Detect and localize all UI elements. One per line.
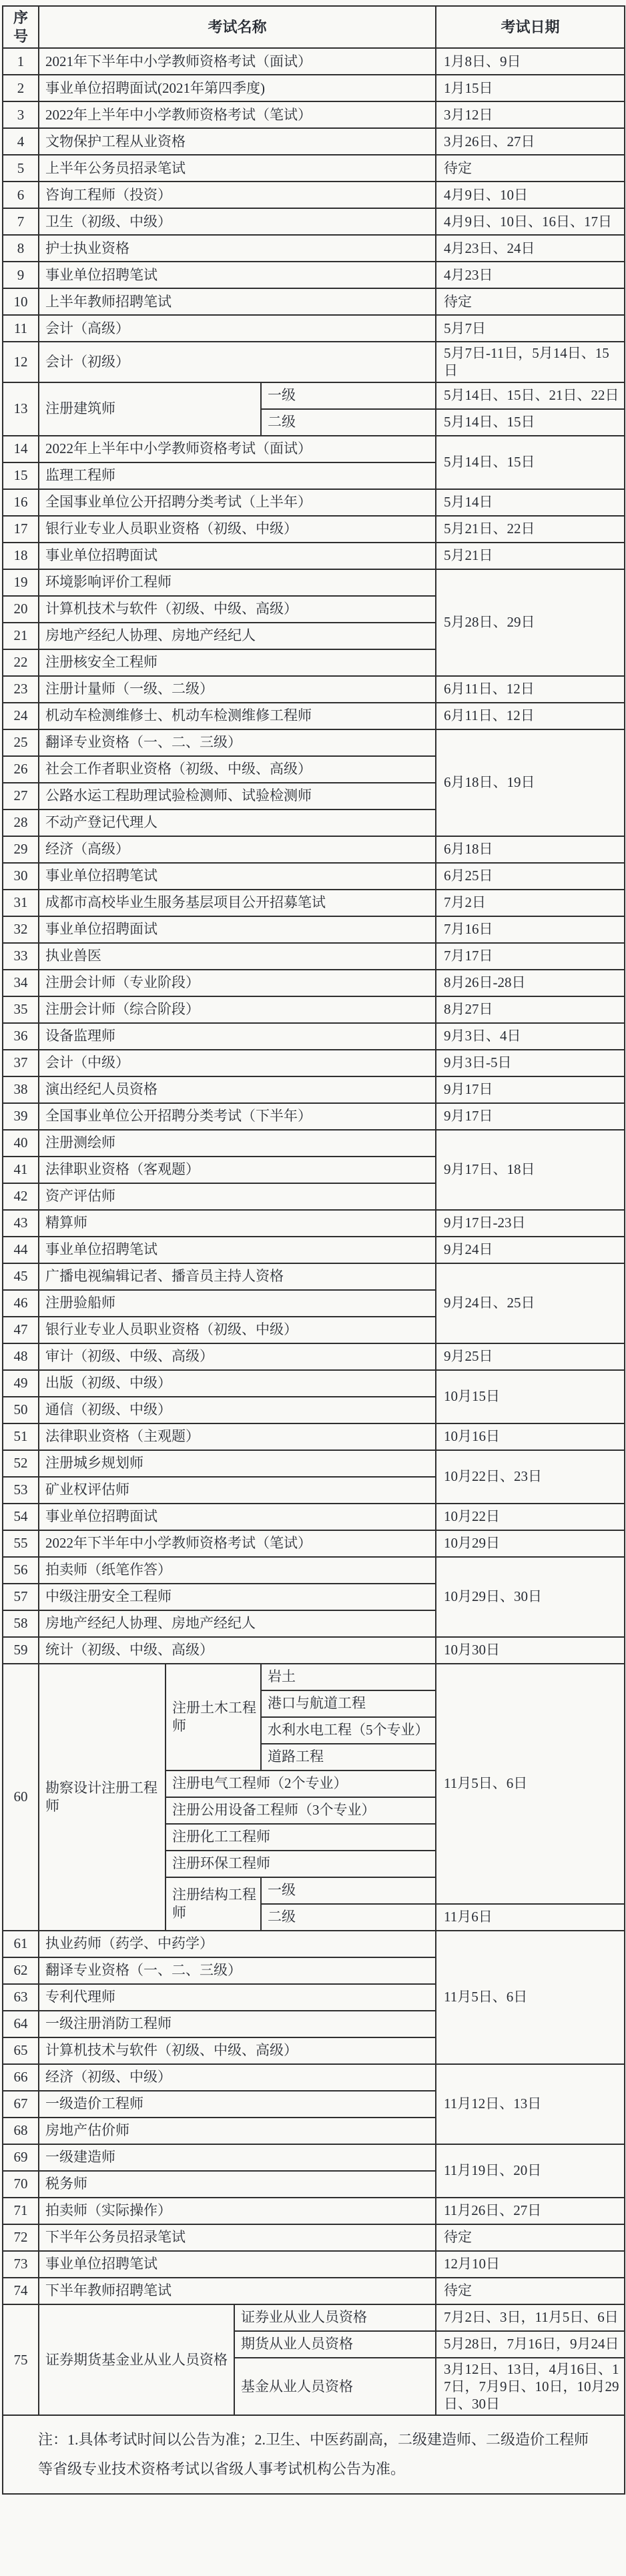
exam-date: 10月29日 [436, 1530, 625, 1557]
exam-name: 事业单位招聘面试(2021年第四季度) [39, 75, 436, 101]
exam-name: 房地产经纪人协理、房地产经纪人 [39, 623, 436, 649]
exam-date: 7月2日 [436, 890, 625, 916]
table-row [3, 1664, 625, 1690]
exam-name: 税务师 [39, 2171, 436, 2198]
exam-date: 3月12日 [436, 101, 625, 128]
table-row [3, 1343, 625, 1370]
row-number: 48 [3, 1343, 39, 1370]
row-number: 2 [3, 75, 39, 101]
header-row [3, 6, 625, 48]
exam-date: 待定 [436, 288, 625, 315]
row-number: 65 [3, 2037, 39, 2064]
row-number: 52 [3, 1450, 39, 1477]
exam-date: 11月19日、20日 [436, 2144, 625, 2198]
exam-date: 4月23日、24日 [436, 235, 625, 262]
exam-sub-name: 注册环保工程师 [166, 1851, 436, 1877]
exam-name: 2021年下半年中小学教师资格考试（面试） [39, 48, 436, 75]
exam-date: 5月21日 [436, 543, 625, 569]
exam-name: 计算机技术与软件（初级、中级、高级） [39, 2037, 436, 2064]
exam-name: 事业单位招聘笔试 [39, 1237, 436, 1263]
row-number: 57 [3, 1584, 39, 1610]
exam-sub-name: 港口与航道工程 [261, 1690, 436, 1717]
exam-date: 9月17日 [436, 1103, 625, 1130]
exam-name: 事业单位招聘笔试 [39, 863, 436, 890]
exam-name: 一级建造师 [39, 2144, 436, 2171]
column-header-index: 序号 [3, 6, 39, 48]
row-number: 31 [3, 890, 39, 916]
table-row [3, 863, 625, 890]
row-number: 69 [3, 2144, 39, 2171]
exam-name: 中级注册安全工程师 [39, 1584, 436, 1610]
exam-name: 翻译专业资格（一、二、三级） [39, 1957, 436, 1984]
row-number: 27 [3, 783, 39, 810]
table-row [3, 1130, 625, 1157]
row-number: 36 [3, 1023, 39, 1050]
row-number: 17 [3, 516, 39, 543]
table-row [3, 916, 625, 943]
exam-name: 注册验船师 [39, 1290, 436, 1317]
table-row [3, 1237, 625, 1263]
exam-sub-name: 期货从业人员资格 [234, 2331, 436, 2358]
exam-name: 注册计量师（一级、二级） [39, 676, 436, 703]
table-row [3, 2144, 625, 2171]
exam-name: 环境影响评价工程师 [39, 569, 436, 596]
row-number: 51 [3, 1423, 39, 1450]
exam-date: 10月22日 [436, 1504, 625, 1530]
row-number: 41 [3, 1157, 39, 1183]
exam-name: 经济（高级） [39, 836, 436, 863]
exam-sub-name: 注册结构工程师 [166, 1877, 261, 1931]
row-number: 58 [3, 1610, 39, 1637]
table-row [3, 996, 625, 1023]
row-number: 9 [3, 262, 39, 288]
exam-date: 6月11日、12日 [436, 676, 625, 703]
exam-date: 7月16日 [436, 916, 625, 943]
row-number: 63 [3, 1984, 39, 2011]
exam-sub-name: 岩土 [261, 1664, 436, 1690]
exam-date: 5月28日，7月16日，9月24日 [436, 2331, 625, 2358]
exam-sub-name: 一级 [261, 382, 436, 409]
exam-date: 11月6日 [436, 1904, 625, 1931]
table-row [3, 155, 625, 182]
row-number: 72 [3, 2224, 39, 2251]
row-number: 3 [3, 101, 39, 128]
table-row [3, 2304, 625, 2331]
table-row [3, 729, 625, 756]
exam-name: 审计（初级、中级、高级） [39, 1343, 436, 1370]
exam-name: 出版（初级、中级） [39, 1370, 436, 1397]
row-number: 46 [3, 1290, 39, 1317]
table-row [3, 75, 625, 101]
exam-date: 5月7日 [436, 315, 625, 342]
row-number: 5 [3, 155, 39, 182]
exam-date: 5月14日、15日 [436, 409, 625, 436]
exam-date: 10月16日 [436, 1423, 625, 1450]
exam-date: 5月28日、29日 [436, 569, 625, 676]
row-number: 44 [3, 1237, 39, 1263]
exam-name: 广播电视编辑记者、播音员主持人资格 [39, 1263, 436, 1290]
exam-date: 6月18日 [436, 836, 625, 863]
row-number: 50 [3, 1397, 39, 1423]
exam-name: 事业单位招聘面试 [39, 543, 436, 569]
exam-sub-name: 水利水电工程（5个专业） [261, 1717, 436, 1744]
table-row [3, 1210, 625, 1237]
table-row [3, 1450, 625, 1477]
row-number: 15 [3, 462, 39, 489]
row-number: 29 [3, 836, 39, 863]
exam-sub-name: 二级 [261, 1904, 436, 1931]
table-row [3, 1103, 625, 1130]
table-row [3, 48, 625, 75]
exam-name: 证券期货基金业从业人员资格 [39, 2304, 234, 2416]
exam-name: 勘察设计注册工程师 [39, 1664, 166, 1931]
table-row [3, 315, 625, 342]
exam-name: 注册核安全工程师 [39, 649, 436, 676]
exam-sub-name: 注册公用设备工程师（3个专业） [166, 1797, 436, 1824]
row-number: 22 [3, 649, 39, 676]
exam-date: 9月3日、4日 [436, 1023, 625, 1050]
exam-name: 不动产登记代理人 [39, 810, 436, 836]
exam-date: 9月25日 [436, 1343, 625, 1370]
table-row [3, 2251, 625, 2278]
table-row [3, 208, 625, 235]
table-row [3, 1530, 625, 1557]
row-number: 62 [3, 1957, 39, 1984]
row-number: 11 [3, 315, 39, 342]
exam-date: 3月26日、27日 [436, 128, 625, 155]
exam-name: 统计（初级、中级、高级） [39, 1637, 436, 1664]
row-number: 37 [3, 1050, 39, 1076]
row-number: 33 [3, 943, 39, 970]
exam-name: 通信（初级、中级） [39, 1397, 436, 1423]
exam-name: 监理工程师 [39, 462, 436, 489]
exam-name: 公路水运工程助理试验检测师、试验检测师 [39, 783, 436, 810]
exam-name: 护士执业资格 [39, 235, 436, 262]
row-number: 24 [3, 703, 39, 729]
exam-date: 待定 [436, 2278, 625, 2304]
table-row [3, 2278, 625, 2304]
exam-name: 一级造价工程师 [39, 2091, 436, 2118]
exam-name: 全国事业单位公开招聘分类考试（下半年） [39, 1103, 436, 1130]
row-number: 70 [3, 2171, 39, 2198]
row-number: 74 [3, 2278, 39, 2304]
row-number: 23 [3, 676, 39, 703]
row-number: 8 [3, 235, 39, 262]
exam-date: 10月29日、30日 [436, 1557, 625, 1637]
exam-date: 6月25日 [436, 863, 625, 890]
exam-date: 7月17日 [436, 943, 625, 970]
row-number: 30 [3, 863, 39, 890]
exam-name: 成都市高校毕业生服务基层项目公开招募笔试 [39, 890, 436, 916]
exam-name: 房地产估价师 [39, 2118, 436, 2144]
table-row [3, 1557, 625, 1584]
table-row [3, 262, 625, 288]
exam-name: 一级注册消防工程师 [39, 2011, 436, 2037]
table-row [3, 288, 625, 315]
exam-date: 10月22日、23日 [436, 1450, 625, 1504]
row-number: 6 [3, 182, 39, 208]
row-number: 19 [3, 569, 39, 596]
row-number: 12 [3, 342, 39, 382]
table-row [3, 1423, 625, 1450]
table-row [3, 676, 625, 703]
exam-name: 执业兽医 [39, 943, 436, 970]
row-number: 10 [3, 288, 39, 315]
exam-name: 拍卖师（纸笔作答） [39, 1557, 436, 1584]
exam-name: 社会工作者职业资格（初级、中级、高级） [39, 756, 436, 783]
exam-table-body [3, 48, 625, 2415]
exam-name: 资产评估师 [39, 1183, 436, 1210]
row-number: 35 [3, 996, 39, 1023]
exam-date: 9月3日-5日 [436, 1050, 625, 1076]
exam-name: 事业单位招聘笔试 [39, 2251, 436, 2278]
exam-sub-name: 一级 [261, 1877, 436, 1904]
exam-name: 专利代理师 [39, 1984, 436, 2011]
table-row [3, 970, 625, 996]
row-number: 67 [3, 2091, 39, 2118]
exam-name: 精算师 [39, 1210, 436, 1237]
table-row [3, 543, 625, 569]
row-number: 43 [3, 1210, 39, 1237]
table-row [3, 1076, 625, 1103]
exam-name: 执业药师（药学、中药学） [39, 1931, 436, 1957]
exam-name: 2022年下半年中小学教师资格考试（笔试） [39, 1530, 436, 1557]
table-row [3, 836, 625, 863]
table-row [3, 1504, 625, 1530]
table-footer [3, 2415, 625, 2494]
row-number: 64 [3, 2011, 39, 2037]
exam-name: 注册会计师（专业阶段） [39, 970, 436, 996]
table-row [3, 489, 625, 516]
row-number: 14 [3, 436, 39, 462]
exam-date: 待定 [436, 155, 625, 182]
row-number: 49 [3, 1370, 39, 1397]
exam-name: 上半年教师招聘笔试 [39, 288, 436, 315]
exam-date: 8月26日-28日 [436, 970, 625, 996]
table-row [3, 2064, 625, 2091]
exam-date: 11月12日、13日 [436, 2064, 625, 2144]
row-number: 26 [3, 756, 39, 783]
exam-name: 上半年公务员招录笔试 [39, 155, 436, 182]
exam-name: 会计（中级） [39, 1050, 436, 1076]
exam-name: 经济（初级、中级） [39, 2064, 436, 2091]
table-row [3, 569, 625, 596]
table-row [3, 128, 625, 155]
exam-schedule-table [2, 5, 625, 2495]
exam-name: 银行业专业人员职业资格（初级、中级） [39, 1317, 436, 1343]
exam-name: 银行业专业人员职业资格（初级、中级） [39, 516, 436, 543]
table-row [3, 943, 625, 970]
table-row [3, 342, 625, 382]
row-number: 1 [3, 48, 39, 75]
row-number: 59 [3, 1637, 39, 1664]
exam-name: 全国事业单位公开招聘分类考试（上半年） [39, 489, 436, 516]
row-number: 60 [3, 1664, 39, 1931]
row-number: 40 [3, 1130, 39, 1157]
row-number: 75 [3, 2304, 39, 2416]
table-row [3, 1370, 625, 1397]
exam-name: 拍卖师（实际操作） [39, 2198, 436, 2224]
row-number: 7 [3, 208, 39, 235]
row-number: 47 [3, 1317, 39, 1343]
row-number: 56 [3, 1557, 39, 1584]
exam-name: 法律职业资格（主观题） [39, 1423, 436, 1450]
exam-name: 矿业权评估师 [39, 1477, 436, 1504]
exam-name: 机动车检测维修士、机动车检测维修工程师 [39, 703, 436, 729]
exam-name: 2022年上半年中小学教师资格考试（面试） [39, 436, 436, 462]
exam-date: 10月15日 [436, 1370, 625, 1423]
exam-name: 房地产经纪人协理、房地产经纪人 [39, 1610, 436, 1637]
exam-date: 4月23日 [436, 262, 625, 288]
row-number: 55 [3, 1530, 39, 1557]
row-number: 71 [3, 2198, 39, 2224]
exam-sub-name: 注册土木工程师 [166, 1664, 261, 1770]
exam-name: 注册测绘师 [39, 1130, 436, 1157]
row-number: 13 [3, 382, 39, 436]
exam-name: 事业单位招聘笔试 [39, 262, 436, 288]
exam-name: 注册建筑师 [39, 382, 261, 436]
exam-date: 9月17日 [436, 1076, 625, 1103]
exam-date: 9月24日、25日 [436, 1263, 625, 1343]
exam-date: 5月7日-11日，5月14日、15日 [436, 342, 625, 382]
row-number: 28 [3, 810, 39, 836]
table-row [3, 703, 625, 729]
column-header-exam-name: 考试名称 [39, 6, 436, 48]
exam-name: 下半年教师招聘笔试 [39, 2278, 436, 2304]
row-number: 66 [3, 2064, 39, 2091]
table-row [3, 235, 625, 262]
exam-date: 1月8日、9日 [436, 48, 625, 75]
exam-sub-name: 二级 [261, 409, 436, 436]
exam-name: 咨询工程师（投资） [39, 182, 436, 208]
table-row [3, 1931, 625, 1957]
exam-date: 11月5日、6日 [436, 1664, 625, 1904]
row-number: 18 [3, 543, 39, 569]
table-row [3, 1050, 625, 1076]
exam-name: 文物保护工程从业资格 [39, 128, 436, 155]
exam-date: 10月30日 [436, 1637, 625, 1664]
exam-date: 9月17日-23日 [436, 1210, 625, 1237]
row-number: 32 [3, 916, 39, 943]
exam-name: 事业单位招聘面试 [39, 1504, 436, 1530]
exam-name: 演出经纪人员资格 [39, 1076, 436, 1103]
exam-date: 9月24日 [436, 1237, 625, 1263]
exam-name: 翻译专业资格（一、二、三级） [39, 729, 436, 756]
table-row [3, 101, 625, 128]
exam-name: 会计（初级） [39, 342, 436, 382]
row-number: 34 [3, 970, 39, 996]
row-number: 21 [3, 623, 39, 649]
table-header [3, 6, 625, 48]
exam-date: 7月2日、3日，11月5日、6日 [436, 2304, 625, 2331]
exam-date: 5月14日 [436, 489, 625, 516]
table-row [3, 2224, 625, 2251]
exam-name: 事业单位招聘面试 [39, 916, 436, 943]
row-number: 53 [3, 1477, 39, 1504]
exam-date: 5月14日、15日、21日、22日 [436, 382, 625, 409]
exam-sub-name: 道路工程 [261, 1744, 436, 1770]
exam-date: 4月9日、10日、16日、17日 [436, 208, 625, 235]
exam-name: 会计（高级） [39, 315, 436, 342]
row-number: 61 [3, 1931, 39, 1957]
row-number: 38 [3, 1076, 39, 1103]
row-number: 42 [3, 1183, 39, 1210]
exam-date: 待定 [436, 2224, 625, 2251]
exam-date: 5月21日、22日 [436, 516, 625, 543]
exam-sub-name: 注册化工工程师 [166, 1824, 436, 1851]
exam-date: 1月15日 [436, 75, 625, 101]
table-row [3, 890, 625, 916]
row-number: 4 [3, 128, 39, 155]
exam-name: 计算机技术与软件（初级、中级、高级） [39, 596, 436, 623]
exam-date: 4月9日、10日 [436, 182, 625, 208]
row-number: 39 [3, 1103, 39, 1130]
table-row [3, 1637, 625, 1664]
exam-sub-name: 证券业从业人员资格 [234, 2304, 436, 2331]
table-row [3, 1263, 625, 1290]
row-number: 16 [3, 489, 39, 516]
column-header-exam-date: 考试日期 [436, 6, 625, 48]
footnote-row [3, 2415, 625, 2494]
row-number: 25 [3, 729, 39, 756]
exam-date: 9月17日、18日 [436, 1130, 625, 1210]
exam-name: 设备监理师 [39, 1023, 436, 1050]
row-number: 20 [3, 596, 39, 623]
exam-date: 11月5日、6日 [436, 1931, 625, 2064]
footnote: 注：1.具体考试时间以公告为准；2.卫生、中医药副高，二级建造师、二级造价工程师等省级专业技术资格考试以省级人事考试机构公告为准。 [3, 2415, 625, 2494]
exam-name: 注册城乡规划师 [39, 1450, 436, 1477]
table-row [3, 2198, 625, 2224]
row-number: 54 [3, 1504, 39, 1530]
exam-sub-name: 基金从业人员资格 [234, 2358, 436, 2416]
exam-date: 11月26日、27日 [436, 2198, 625, 2224]
table-row [3, 382, 625, 409]
exam-name: 2022年上半年中小学教师资格考试（笔试） [39, 101, 436, 128]
exam-date: 3月12日、13日，4月16日、17日，7月9日、10日，10月29日、30日 [436, 2358, 625, 2416]
exam-date: 8月27日 [436, 996, 625, 1023]
exam-date: 6月11日、12日 [436, 703, 625, 729]
exam-name: 卫生（初级、中级） [39, 208, 436, 235]
exam-date: 5月14日、15日 [436, 436, 625, 489]
exam-sub-name: 注册电气工程师（2个专业） [166, 1770, 436, 1797]
exam-date: 6月18日、19日 [436, 729, 625, 836]
exam-date: 12月10日 [436, 2251, 625, 2278]
table-row [3, 436, 625, 462]
row-number: 45 [3, 1263, 39, 1290]
table-row [3, 1023, 625, 1050]
exam-name: 注册会计师（综合阶段） [39, 996, 436, 1023]
row-number: 68 [3, 2118, 39, 2144]
table-row [3, 516, 625, 543]
table-row [3, 182, 625, 208]
exam-name: 下半年公务员招录笔试 [39, 2224, 436, 2251]
exam-name: 法律职业资格（客观题） [39, 1157, 436, 1183]
row-number: 73 [3, 2251, 39, 2278]
